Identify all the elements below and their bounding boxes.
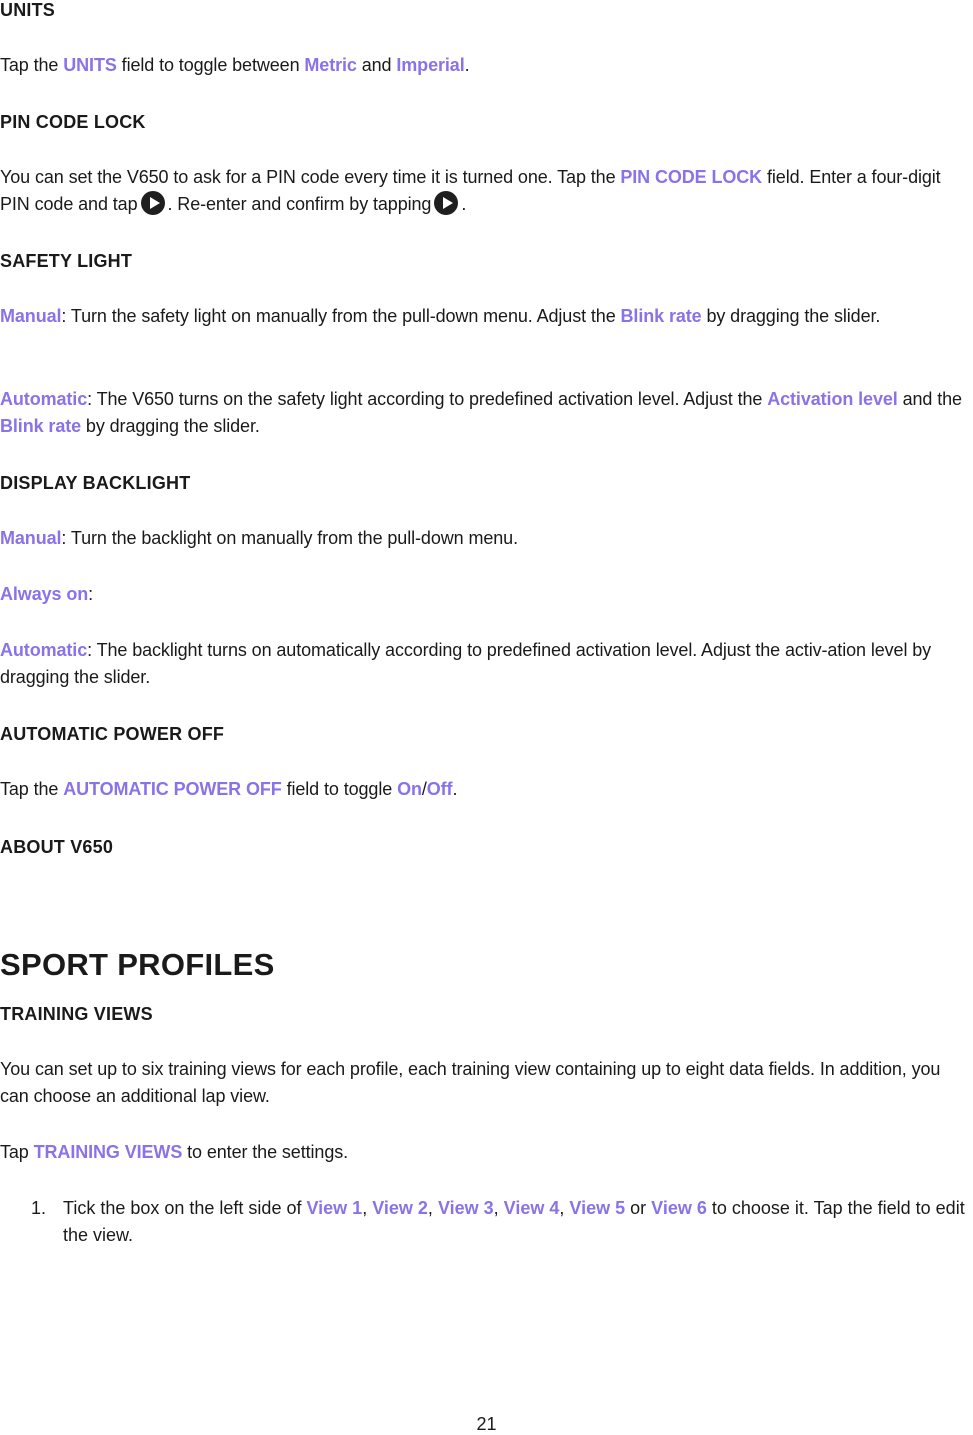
keyword-blink-rate: Blink rate bbox=[0, 416, 82, 436]
text: by dragging the slider. bbox=[81, 416, 260, 436]
keyword-blink-rate: Blink rate bbox=[620, 306, 702, 326]
text: field to toggle bbox=[281, 779, 398, 799]
text: . bbox=[452, 779, 458, 799]
training-views-paragraph: You can set up to six training views for each profile, each training view containing up to eight data fields. In addition, you can choose an additional lap view. bbox=[0, 1059, 941, 1106]
keyword-automatic: Automatic bbox=[0, 389, 88, 409]
display-backlight-heading: DISPLAY BACKLIGHT bbox=[0, 473, 191, 493]
text: : Turn the backlight on manually from the pull-down menu. bbox=[61, 528, 518, 548]
text: You can set the V650 to ask for a PIN code every time it is turned one. Tap the bbox=[0, 167, 621, 187]
text: : Turn the safety light on manually from the pull-down menu. Adjust the bbox=[61, 306, 621, 326]
text: / bbox=[421, 779, 427, 799]
keyword-activation-level: Activation level bbox=[767, 389, 898, 409]
page-number: 21 bbox=[476, 1414, 497, 1434]
text: , bbox=[559, 1198, 570, 1218]
backlight-always-on-paragraph bbox=[0, 581, 970, 608]
keyword-view-1: View 1 bbox=[306, 1198, 363, 1218]
text: . Re-enter and confirm by tapping bbox=[167, 194, 432, 214]
keyword-pin-code-lock: PIN CODE LOCK bbox=[620, 167, 763, 187]
about-v650-heading: ABOUT V650 bbox=[0, 837, 114, 857]
play-icon bbox=[434, 191, 458, 215]
list-item bbox=[31, 1195, 971, 1249]
keyword-always-on: Always on bbox=[0, 584, 89, 604]
text: Tap the bbox=[0, 55, 64, 75]
text: by dragging the slider. bbox=[701, 306, 881, 326]
keyword-off: Off bbox=[426, 779, 453, 799]
text: , bbox=[493, 1198, 504, 1218]
safety-light-heading: SAFETY LIGHT bbox=[0, 251, 133, 271]
text: Tap the bbox=[0, 779, 64, 799]
automatic-power-off-paragraph bbox=[0, 776, 970, 803]
text: . bbox=[461, 194, 467, 214]
text: to enter the settings. bbox=[182, 1142, 349, 1162]
keyword-view-3: View 3 bbox=[437, 1198, 494, 1218]
text: , bbox=[362, 1198, 373, 1218]
text: . bbox=[464, 55, 470, 75]
text: to choose it. Tap the field to edit the view. bbox=[63, 1198, 965, 1245]
text: : The backlight turns on automatically according to predefined activation level. Adjust the activ-ation level by dragging the slider. bbox=[0, 640, 932, 687]
text: Tick the box on the left side of bbox=[63, 1198, 307, 1218]
list-item-text bbox=[63, 1195, 971, 1249]
units-heading: UNITS bbox=[0, 0, 55, 20]
backlight-manual-paragraph bbox=[0, 525, 970, 552]
sport-profiles-title: SPORT PROFILES bbox=[0, 947, 275, 982]
safety-light-manual-paragraph bbox=[0, 303, 970, 330]
text: or bbox=[625, 1198, 652, 1218]
text: field. Enter a four-digit PIN code and tap bbox=[0, 167, 941, 214]
keyword-manual: Manual bbox=[0, 528, 62, 548]
text: and bbox=[356, 55, 397, 75]
units-paragraph bbox=[0, 52, 970, 79]
training-views-tap-paragraph bbox=[0, 1139, 970, 1166]
backlight-automatic-paragraph bbox=[0, 637, 970, 691]
text: field to toggle between bbox=[116, 55, 305, 75]
keyword-view-5: View 5 bbox=[569, 1198, 626, 1218]
automatic-power-off-heading: AUTOMATIC POWER OFF bbox=[0, 724, 225, 744]
text: , bbox=[427, 1198, 438, 1218]
keyword-imperial: Imperial bbox=[396, 55, 465, 75]
pin-code-lock-paragraph bbox=[0, 164, 970, 218]
keyword-automatic: Automatic bbox=[0, 640, 88, 660]
pin-code-lock-heading: PIN CODE LOCK bbox=[0, 112, 146, 132]
safety-light-automatic-paragraph bbox=[0, 386, 970, 440]
text: and the bbox=[897, 389, 962, 409]
keyword-units: UNITS bbox=[63, 55, 117, 75]
keyword-view-4: View 4 bbox=[503, 1198, 560, 1218]
keyword-view-2: View 2 bbox=[372, 1198, 428, 1218]
keyword-automatic-power-off: AUTOMATIC POWER OFF bbox=[63, 779, 282, 799]
keyword-metric: Metric bbox=[304, 55, 357, 75]
play-icon bbox=[141, 191, 165, 215]
text: : bbox=[88, 584, 94, 604]
keyword-view-6: View 6 bbox=[651, 1198, 707, 1218]
keyword-on: On bbox=[397, 779, 422, 799]
keyword-training-views: TRAINING VIEWS bbox=[33, 1142, 183, 1162]
training-views-heading: TRAINING VIEWS bbox=[0, 1004, 153, 1024]
text: Tap bbox=[0, 1142, 34, 1162]
keyword-manual: Manual bbox=[0, 306, 62, 326]
text: : The V650 turns on the safety light according to predefined activation level. Adjust the bbox=[87, 389, 768, 409]
list-number: 1. bbox=[31, 1198, 47, 1218]
